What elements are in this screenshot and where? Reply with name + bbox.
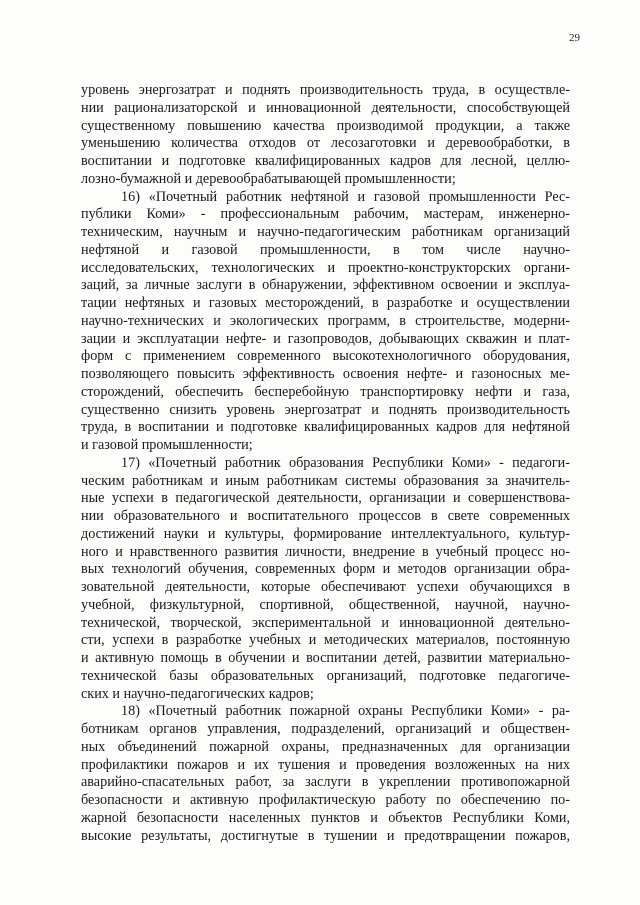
text-line: воспитании и подготовке квалифицированных кадров для лесной, целлю- bbox=[81, 153, 570, 169]
text-line: сторождений, обеспечить бесперебойную транспортировку нефти и газа, bbox=[81, 383, 570, 400]
paragraph-continuation bbox=[81, 82, 570, 189]
text-line: научно-технических и экологических программ, в строительстве, модерни- bbox=[81, 312, 570, 329]
text-line: техническим, научным и научно-педагогическим работникам организаций bbox=[81, 224, 570, 240]
text-line: существенному повышению качества производимой продукции, а также bbox=[81, 117, 570, 134]
text-line: позволяющего повысить эффективность освоения нефте- и газоносных ме- bbox=[81, 366, 570, 382]
text-line: технической, творческой, экспериментальной и инновационной деятельно- bbox=[81, 614, 570, 631]
text-line: 18) «Почетный работник пожарной охраны Республики Коми» - ра- bbox=[121, 703, 570, 720]
page-number: 29 bbox=[569, 32, 580, 44]
text-line: ботникам органов управления, подразделений, организаций и обществен- bbox=[81, 721, 570, 737]
text-line: зации и эксплуатации нефте- и газопроводов, добывающих скважин и плат- bbox=[81, 330, 570, 347]
text-line: профилактики пожаров и их тушения и проведения возложенных на них bbox=[81, 756, 570, 773]
text-line: нефтяной и газовой промышленности, в том числе научно- bbox=[81, 241, 570, 258]
text-line: 17) «Почетный работник образования Республики Коми» - педагоги- bbox=[121, 454, 570, 471]
text-line: и газовой промышленности; bbox=[81, 437, 253, 453]
text-line: ные успехи в педагогической деятельности, организации и совершенствова- bbox=[81, 490, 570, 507]
paragraph-item-16 bbox=[81, 189, 570, 455]
text-line: учебной, физкультурной, спортивной, общественной, научной, научно- bbox=[81, 596, 570, 613]
paragraph-item-18 bbox=[81, 703, 570, 845]
text-line: труда, в воспитании и подготовке квалифицированных кадров для нефтяной bbox=[81, 419, 570, 436]
text-line: тации нефтяных и газовых месторождений, в разработке и осуществлении bbox=[81, 295, 570, 311]
text-line: нии рационализаторской и инновационной деятельности, способствующей bbox=[81, 99, 570, 116]
text-line: ческим работникам и иным работникам системы образования за значитель- bbox=[81, 472, 570, 489]
text-line: сти, успехи в разработке учебных и методических материалов, постоянную bbox=[81, 632, 570, 649]
text-line: уменьшению количества отходов от лесозаготовки и деревообработки, в bbox=[81, 135, 570, 152]
document-body bbox=[81, 82, 570, 845]
text-line: нии образовательного и воспитательного процессов в свете современных bbox=[81, 508, 570, 524]
paragraph-item-17 bbox=[81, 455, 570, 704]
text-line: публики Коми» - профессиональным рабочим, мастерам, инженерно- bbox=[81, 206, 570, 223]
text-line: ных объединений пожарной охраны, предназначенных для организации bbox=[81, 738, 570, 755]
text-line: исследовательских, технологических и проектно-конструкторских органи- bbox=[81, 259, 570, 276]
text-line: ного и нравственного развития личности, внедрение в учебный процесс но- bbox=[81, 543, 570, 560]
text-line: аварийно-спасательных работ, за заслуги в укреплении противопожарной bbox=[81, 774, 570, 791]
text-line: существенно снизить уровень энергозатрат и поднять производительность bbox=[81, 401, 570, 418]
text-line: жарной безопасности населенных пунктов и объектов Республики Коми, bbox=[81, 809, 570, 826]
text-line: безопасности и активную профилактическую работу по обеспечению по- bbox=[81, 792, 570, 808]
text-line: достижений науки и культуры, формирование интеллектуального, культур- bbox=[81, 525, 570, 542]
text-line: технической базы образовательных организаций, подготовке педагогиче- bbox=[81, 667, 570, 684]
text-line: зовательной деятельности, которые обеспечивают успехи обучающихся в bbox=[81, 579, 570, 595]
text-line: лозно-бумажной и деревообрабатывающей промышленности; bbox=[81, 170, 456, 187]
text-line: высокие результаты, достигнутые в тушении и предотвращении пожаров, bbox=[81, 827, 570, 844]
text-line: 16) «Почетный работник нефтяной и газовой промышленности Рес- bbox=[121, 188, 570, 205]
text-line: уровень энергозатрат и поднять производительность труда, в осуществле- bbox=[81, 82, 570, 98]
text-line: форм с применением современного высокотехнологичного оборудования, bbox=[81, 348, 570, 365]
text-line: вых технологий обучения, современных форм и методов организации обра- bbox=[81, 561, 570, 578]
text-line: заций, за личные заслуги в обнаружении, эффективном освоении и эксплуа- bbox=[81, 277, 570, 294]
text-line: ских и научно-педагогических кадров; bbox=[81, 685, 314, 702]
text-line: и активную помощь в обучении и воспитании детей, развитии материально- bbox=[81, 650, 570, 666]
